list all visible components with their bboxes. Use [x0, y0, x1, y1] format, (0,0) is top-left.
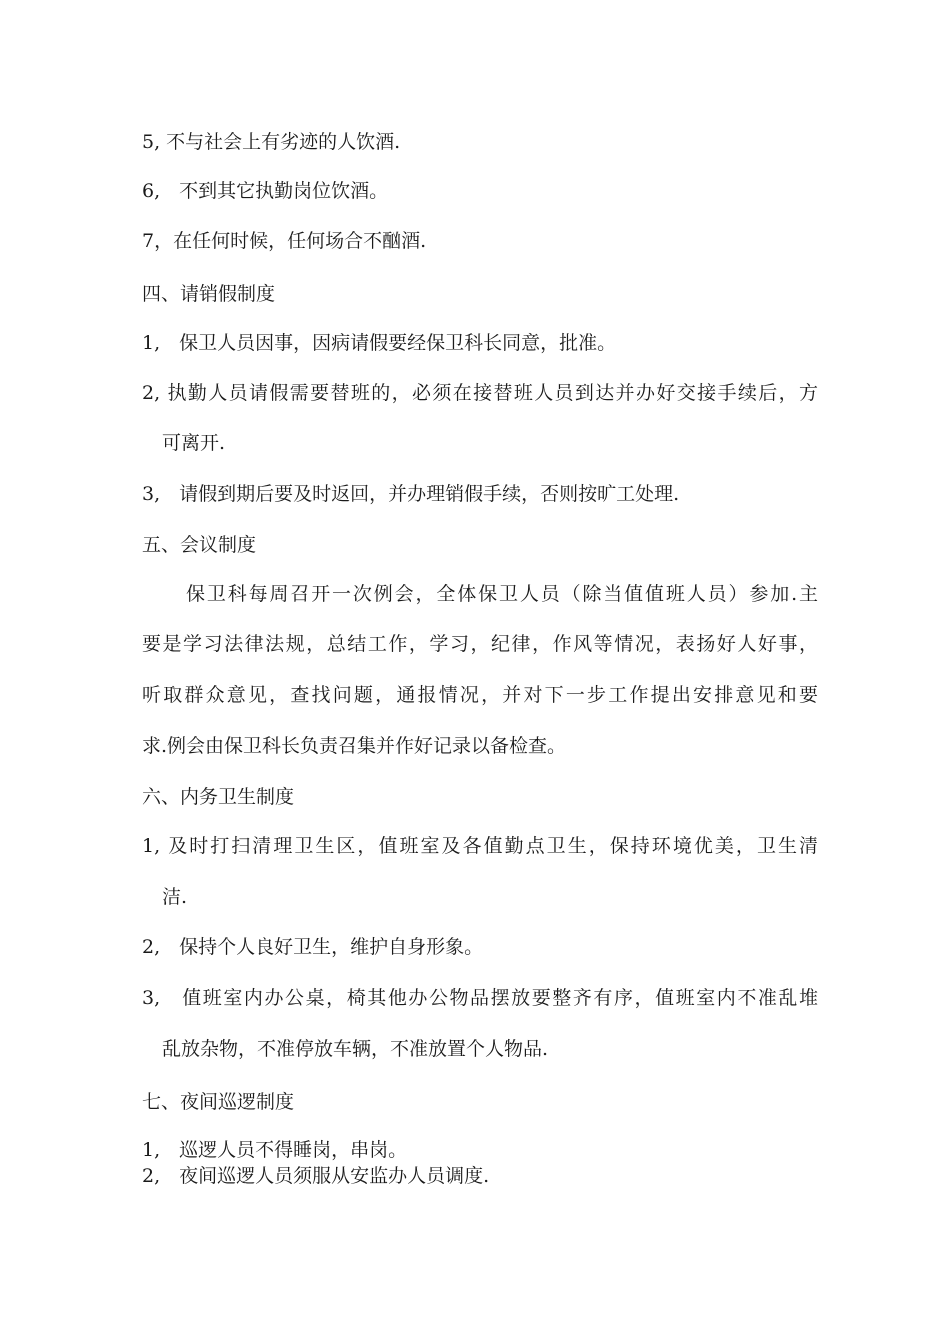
meeting-paragraph-line-2: 要是学习法律法规，总结工作，学习，纪律，作风等情况，表扬好人好事， [142, 633, 818, 655]
hygiene-item-1-continued: 洁. [162, 886, 188, 908]
hygiene-item-1: 1, 及时打扫清理卫生区，值班室及各值勤点卫生，保持环境优美，卫生清 [142, 835, 818, 857]
rule-item-6: 6, 不到其它执勤岗位饮酒。 [142, 180, 389, 202]
section-heading-patrol: 七、夜间巡逻制度 [142, 1091, 295, 1113]
meeting-paragraph-line-1: 保卫科每周召开一次例会，全体保卫人员（除当值值班人员）参加.主 [186, 583, 818, 605]
section-heading-hygiene: 六、内务卫生制度 [142, 786, 295, 808]
hygiene-item-3: 3, 值班室内办公桌，椅其他办公物品摆放要整齐有序，值班室内不准乱堆 [142, 987, 818, 1009]
hygiene-item-3-continued: 乱放杂物，不准停放车辆，不准放置个人物品. [162, 1038, 549, 1060]
rule-item-7: 7，在任何时候，任何场合不酗酒. [142, 230, 427, 252]
leave-item-1: 1, 保卫人员因事，因病请假要经保卫科长同意，批准。 [142, 332, 617, 354]
section-heading-meeting: 五、会议制度 [142, 534, 257, 556]
hygiene-item-2: 2, 保持个人良好卫生，维护自身形象。 [142, 936, 484, 958]
patrol-item-1: 1, 巡逻人员不得睡岗，串岗。 [142, 1139, 408, 1161]
leave-item-2-continued: 可离开. [162, 432, 226, 454]
meeting-paragraph-line-3: 听取群众意见，查找问题，通报情况，并对下一步工作提出安排意见和要 [142, 684, 818, 706]
rule-item-5: 5, 不与社会上有劣迹的人饮酒. [142, 131, 401, 153]
meeting-paragraph-line-4: 求.例会由保卫科长负责召集并作好记录以备检查。 [142, 735, 567, 757]
patrol-item-2: 2, 夜间巡逻人员须服从安监办人员调度. [142, 1165, 490, 1187]
section-heading-leave: 四、请销假制度 [142, 283, 276, 305]
leave-item-2: 2, 执勤人员请假需要替班的，必须在接替班人员到达并办好交接手续后，方 [142, 382, 818, 404]
leave-item-3: 3, 请假到期后要及时返回，并办理销假手续，否则按旷工处理. [142, 483, 680, 505]
